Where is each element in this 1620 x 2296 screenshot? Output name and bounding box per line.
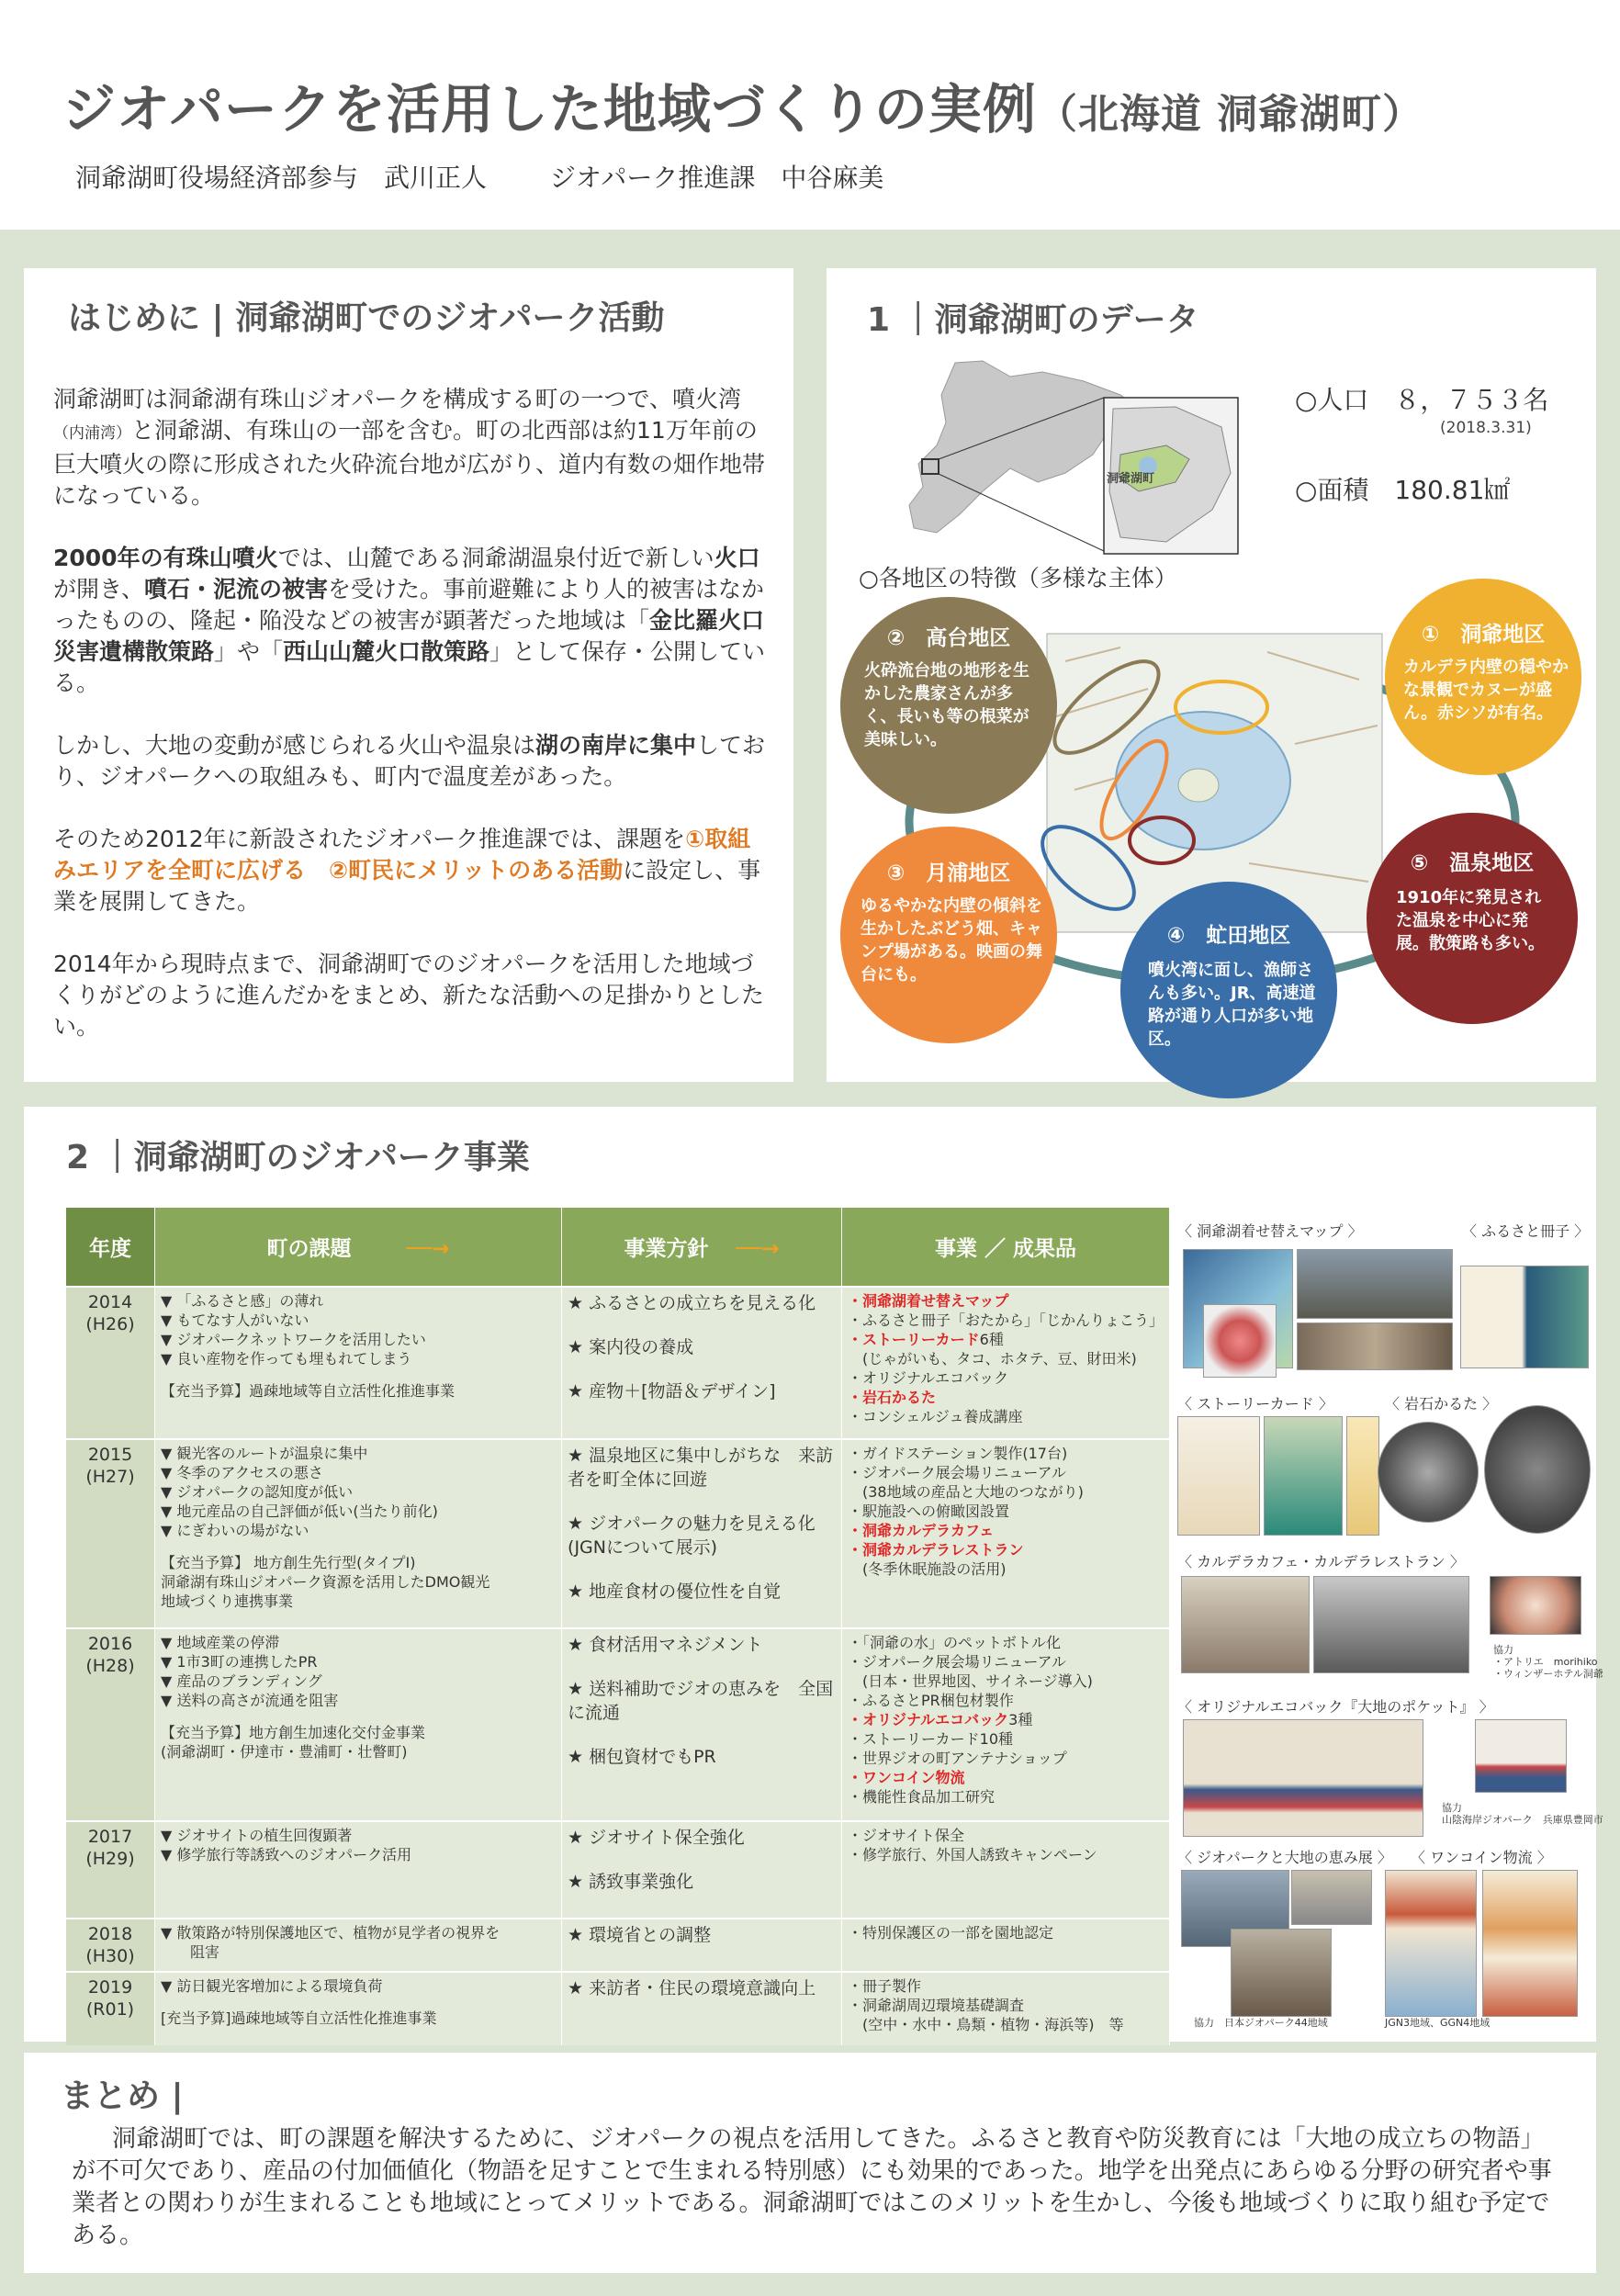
photo-ecobag-2 <box>1475 1719 1567 1793</box>
district-1-title: ① 洞爺地区 <box>1421 623 1546 647</box>
table-row <box>66 1972 1170 2045</box>
author-1: 洞爺湖町役場経済部参与 武川正人 <box>75 163 488 193</box>
map-town-label: 洞爺湖町 <box>1107 472 1155 486</box>
district-2-desc: 火砕流台地の地形を生かした農家さんが多く、長いも等の根菜が美味しい。 <box>864 661 1029 749</box>
arrow-right-icon: ──→ <box>736 1237 780 1261</box>
intro-paragraph-5: 2014年から現時点まで、洞爺湖町でのジオパークを活用した地域づくりがどのように進んだかをまとめ、新たな活動への足掛かりとしたい。 <box>53 951 765 1040</box>
budget-note: 【充当予算】 地方創生先行型(タイプⅠ) 洞爺湖有珠山ジオパーク資源を活用したDMO観光 地域づくり連携事業 <box>161 1554 490 1610</box>
photo-label-booklet: 〈 ふるさと冊子 〉 <box>1462 1222 1590 1240</box>
row-year: 2019 (R01) <box>66 1972 155 2045</box>
row-year: 2014 (H26) <box>66 1287 155 1439</box>
photo-workshop <box>1297 1249 1453 1319</box>
district-2-circle <box>840 597 1057 814</box>
intro-paragraph-3: しかし、大地の変動が感じられる火山や温泉は湖の南岸に集中しており、ジオパークへの取組みも、町内で温度差があった。 <box>53 732 766 790</box>
table-row <box>66 1287 1170 1439</box>
issue-item: ▼ ジオパークネットワークを活用したい <box>161 1331 426 1348</box>
result-item: (じゃがいも、タコ、ホタテ、豆、財田米) <box>847 1350 1137 1367</box>
intro-paragraph-1: 洞爺湖町は洞爺湖有珠山ジオパークを構成する町の一つで、噴火湾（内浦湾）と洞爺湖、有珠山の一部を含む。町の北西部は約11万年前の巨大噴火の際に形成された火砕流台地が広がり、道内有数の畑作地帯になっている。 <box>53 386 766 509</box>
result-item: ・オリジナルエコバック <box>847 1369 1009 1387</box>
header-issue: 町の課題 ──→ <box>155 1208 562 1287</box>
arrow-right-icon: ──→ <box>406 1237 450 1261</box>
intro-paragraph-2: 2000年の有珠山噴火では、山麓である洞爺湖温泉付近で新しい火口が開き、噴石・泥流の被害を受けた。事前避難により人的被害はなかったものの、隆起・陥没などの被害が顕著だった地域は「金比羅火口災害遺構散策路」や「西山山麓火口散策路」として保存・公開している。 <box>53 545 766 696</box>
row-policies <box>562 1972 842 2045</box>
issue-item: ▼ 1市3町の連携したPR <box>161 1653 318 1671</box>
row-issues <box>155 1287 562 1439</box>
row-policies <box>562 1628 842 1821</box>
district-1-circle <box>1385 579 1581 775</box>
header-policy: 事業方針 ──→ <box>562 1208 842 1287</box>
intro-title: はじめに | 洞爺湖町でのジオパーク活動 <box>68 299 665 337</box>
result-item: ・「洞爺の水」のペットボトル化 <box>847 1634 1061 1651</box>
row-issues <box>155 1821 562 1919</box>
photo-restaurant <box>1313 1576 1469 1673</box>
policy-item: ★ 温泉地区に集中しがちな 来訪者を町全体に回遊 <box>568 1446 834 1490</box>
header-year: 年度 <box>66 1208 155 1287</box>
district-5-circle <box>1367 813 1578 1024</box>
photo-label-ecobag: 〈 オリジナルエコバック『大地のポケット』 〉 <box>1177 1698 1494 1716</box>
population-date: (2018.3.31) <box>1440 419 1532 437</box>
row-results <box>841 1287 1169 1439</box>
photo-label-map: 〈 洞爺湖着せ替えマップ 〉 <box>1177 1222 1363 1240</box>
budget-note: [充当予算]過疎地域等自立活性化推進事業 <box>161 2009 437 2027</box>
district-4-desc: 噴火湾に面し、漁師さんも多い。JR、高速道路が通り人口が多い地区。 <box>1148 961 1316 1049</box>
policy-item: ★ ジオパークの魅力を見える化 (JGNについて展示) <box>568 1514 833 1558</box>
issue-item: ▼ 修学旅行等誘致へのジオパーク活用 <box>161 1846 412 1863</box>
policy-item: ★ 食材活用マネジメント <box>568 1635 763 1655</box>
photo-note-exhibit: 協力 日本ジオパーク44地域 <box>1194 2017 1328 2029</box>
photo-story-card-3 <box>1346 1416 1379 1536</box>
intro-text <box>53 384 770 1074</box>
row-issues <box>155 1972 562 2045</box>
result-item: ・ジオサイト保全 <box>847 1827 964 1844</box>
row-issues <box>155 1628 562 1821</box>
policy-item: ★ ふるさとの成立ちを見える化 <box>568 1293 816 1313</box>
result-item: ・冊子製作 <box>847 1977 921 1995</box>
issue-item: ▼ 地域産業の停滞 <box>161 1634 280 1651</box>
policy-item: ★ 環境省との調整 <box>568 1925 712 1945</box>
district-5-desc: 1910年に発見された温泉を中心に発展。散策路も多い。 <box>1396 888 1545 953</box>
area: ○面積 180.81㎢ <box>1295 475 1511 505</box>
result-item: ・ジオパーク展会場リニューアル <box>847 1464 1066 1481</box>
page-title-location: （北海道 洞爺湖町） <box>1036 91 1424 138</box>
photo-label-onecoin: 〈 ワンコイン物流 〉 <box>1411 1849 1552 1866</box>
district-2-title: ② 高台地区 <box>886 626 1011 650</box>
budget-note: 【充当予算】過疎地域等自立活性化推進事業 <box>161 1382 456 1400</box>
photo-story-card <box>1177 1416 1260 1536</box>
issue-item: ▼ もてなす人がいない <box>161 1311 309 1329</box>
photo-label-karuta: 〈 岩石かるた 〉 <box>1385 1395 1498 1412</box>
row-year: 2016 (H28) <box>66 1628 155 1821</box>
result-item: ・洞爺カルデラカフェ <box>847 1522 995 1539</box>
photo-note-ecobag: 協力 山陰海岸ジオパーク 兵庫県豊岡市 <box>1442 1802 1603 1826</box>
result-item: ・洞爺カルデラレストラン <box>847 1541 1024 1559</box>
policy-item: ★ ジオサイト保全強化 <box>568 1828 745 1848</box>
policy-item: ★ 誘致事業強化 <box>568 1872 694 1892</box>
row-issues <box>155 1439 562 1628</box>
issue-item: ▼ 良い産物を作っても埋もれてしまう <box>161 1350 412 1367</box>
header-result: 事業 ／ 成果品 <box>841 1208 1169 1287</box>
table-row <box>66 1628 1170 1821</box>
result-item: ・世界ジオの町アンテナショップ <box>847 1750 1067 1767</box>
result-item: ・ストーリーカード10種 <box>847 1730 1014 1748</box>
district-5-title: ⑤ 温泉地区 <box>1410 851 1535 875</box>
result-item: ・岩石かるた <box>847 1389 936 1406</box>
issue-item: ▼ 冬季のアクセスの悪さ <box>161 1464 323 1481</box>
row-results <box>841 1821 1169 1919</box>
table-row <box>66 1439 1170 1628</box>
district-3-desc: ゆるやかな内壁の傾斜を生かしたぶどう畑、キャンプ場がある。映画の舞台にも。 <box>861 896 1042 985</box>
result-item: ・洞爺湖周辺環境基礎調査 <box>847 1997 1024 2014</box>
row-issues <box>155 1919 562 1972</box>
photo-story-card-2 <box>1264 1416 1343 1536</box>
result-item: ・ふるさとPR梱包材製作 <box>847 1692 1014 1709</box>
issue-item: ▼ 散策路が特別保護地区で、植物が見学者の視界を <box>161 1924 501 1941</box>
row-year: 2018 (H30) <box>66 1919 155 1972</box>
photo-workshop-2 <box>1297 1322 1453 1370</box>
row-policies <box>562 1919 842 1972</box>
policy-item: ★ 地産食材の優位性を自覚 <box>568 1581 782 1602</box>
photo-label-cafe: 〈 カルデラカフェ・カルデラレストラン 〉 <box>1177 1553 1465 1570</box>
photo-label-exhibit: 〈 ジオパークと大地の恵み展 〉 <box>1177 1849 1392 1866</box>
issue-item: ▼ ジオサイトの植生回復顕著 <box>161 1827 353 1844</box>
result-item: ・ストーリーカード6種 <box>847 1331 1004 1348</box>
projects-table <box>66 1208 1170 2045</box>
result-item: ・ジオパーク展会場リニューアル <box>847 1653 1066 1671</box>
district-4-circle <box>1120 882 1337 1098</box>
result-item: ・ふるさと冊子「おたから」「じかんりょこう」 <box>847 1311 1164 1329</box>
result-item: ・特別保護区の一部を園地認定 <box>847 1924 1053 1941</box>
issue-item: ▼ 訪日観光客増加による環境負荷 <box>161 1977 383 1995</box>
photo-booklet <box>1460 1266 1589 1368</box>
authors <box>75 158 939 195</box>
district-1-desc: カルデラ内壁の穏やかな景観でカヌーが盛ん。赤シソが有名。 <box>1403 658 1569 723</box>
photo-exhibit-2 <box>1291 1870 1372 1925</box>
photo-kisekae-map-2 <box>1203 1304 1277 1378</box>
row-results <box>841 1919 1169 1972</box>
row-results <box>841 1972 1169 2045</box>
district-4-title: ④ 虻田地区 <box>1166 924 1291 948</box>
result-item: ・洞爺湖着せ替えマップ <box>847 1292 1009 1310</box>
row-policies <box>562 1439 842 1628</box>
photo-note-onecoin: JGN3地域、GGN4地域 <box>1385 2017 1491 2029</box>
policy-item: ★ 梱包資材でもPR <box>568 1747 716 1767</box>
policy-item: ★ 産物＋[物語＆デザイン] <box>568 1381 776 1401</box>
issue-item: 阻害 <box>161 1943 220 1961</box>
district-3-circle <box>840 827 1057 1043</box>
photo-dish <box>1490 1576 1581 1635</box>
result-item: ・コンシェルジュ養成講座 <box>847 1408 1023 1425</box>
result-item: ・駅施設への俯瞰図設置 <box>847 1503 1009 1520</box>
result-item: ・ガイドステーション製作(17台) <box>847 1445 1068 1462</box>
photo-label-story-card: 〈 ストーリーカード 〉 <box>1177 1395 1333 1412</box>
intro-paragraph-4: そのため2012年に新設されたジオパーク推進課では、課題を①取組みエリアを全町に広げる ②町民にメリットのある活動に設定し、事業を展開してきた。 <box>53 826 761 915</box>
policy-item: ★ 案内役の養成 <box>568 1337 694 1357</box>
issue-item: ▼ 「ふるさと感」の薄れ <box>161 1292 324 1310</box>
data-title: 1 ｜洞爺湖町のデータ <box>867 301 1199 339</box>
issue-item: ▼ 産品のブランディング <box>161 1672 322 1690</box>
policy-item: ★ 来訪者・住民の環境意識向上 <box>568 1978 816 1998</box>
author-2: ジオパーク推進課 中谷麻美 <box>549 163 884 193</box>
photo-exhibit-3 <box>1231 1929 1332 2017</box>
page-title: ジオパークを活用した地域づくりの実例（北海道 洞爺湖町） <box>62 78 1424 141</box>
photo-onecoin-2 <box>1482 1870 1578 2017</box>
photo-karuta-2 <box>1484 1405 1591 1534</box>
row-year: 2015 (H27) <box>66 1439 155 1628</box>
districts-heading: ○各地区の特徴（多様な主体） <box>859 565 1177 591</box>
issue-item: ▼ 地元産品の自己評価が低い(当たり前化) <box>161 1503 438 1520</box>
row-year: 2017 (H29) <box>66 1821 155 1919</box>
row-policies <box>562 1287 842 1439</box>
result-item: ・ワンコイン物流 <box>847 1769 965 1786</box>
photo-note-cafe: 協力 ・アトリエ morihiko ・ウィンザーホテル洞爺 <box>1493 1644 1603 1680</box>
result-item: ・オリジナルエコバック3種 <box>847 1711 1033 1728</box>
photo-onecoin <box>1385 1870 1477 2017</box>
result-item: (空中・水中・鳥類・植物・海浜等) 等 <box>847 2016 1124 2033</box>
issue-item: ▼ にぎわいの場がない <box>161 1522 309 1539</box>
district-3-title: ③ 月浦地区 <box>886 861 1011 885</box>
issue-item: ▼ ジオパークの認知度が低い <box>161 1483 354 1501</box>
result-item: ・機能性食品加工研究 <box>847 1788 995 1806</box>
photo-karuta <box>1378 1422 1479 1523</box>
row-results <box>841 1439 1169 1628</box>
result-item: (38地域の産品と大地のつながり) <box>847 1483 1084 1501</box>
summary-text: 洞爺湖町では、町の課題を解決するために、ジオパークの視点を活用してきた。ふるさと教育や防災教育には「大地の成立ちの物語」が不可欠であり、産品の付加価値化（物語を足すことで生まれる特別感）にも効果的であった。地学を出発点にあらゆる分野の研究者や事業者との関わりが生まれることも地域にとってメリットである。洞爺湖町ではこのメリットを生かし、今後も地域づくりに取り組む予定である。 <box>72 2125 1552 2249</box>
result-item: (日本・世界地図、サイネージ導入) <box>847 1672 1093 1690</box>
policy-item: ★ 送料補助でジオの恵みを 全国に流通 <box>568 1679 834 1723</box>
result-item: (冬季休眠施設の活用) <box>847 1560 1007 1578</box>
summary-title: まとめ | <box>61 2077 184 2115</box>
population: ○人口 ８，７５３名 <box>1295 385 1549 415</box>
issue-item: ▼ 観光客のルートが温泉に集中 <box>161 1445 368 1462</box>
result-item: ・修学旅行、外国人誘致キャンペーン <box>847 1846 1097 1863</box>
hokkaido-map <box>872 354 1240 556</box>
budget-note: 【充当予算】地方創生加速化交付金事業 (洞爺湖町・伊達市・豊浦町・壮瞥町) <box>161 1724 426 1761</box>
projects-title: 2 ｜洞爺湖町のジオパーク事業 <box>66 1139 530 1176</box>
table-header <box>66 1208 1170 1287</box>
photo-cafe <box>1181 1576 1310 1673</box>
issue-item: ▼ 送料の高さが流通を阻害 <box>161 1692 339 1709</box>
page-header <box>0 0 1620 230</box>
table-row <box>66 1919 1170 1972</box>
row-policies <box>562 1821 842 1919</box>
table-row <box>66 1821 1170 1919</box>
row-results <box>841 1628 1169 1821</box>
photo-ecobag <box>1183 1719 1423 1837</box>
